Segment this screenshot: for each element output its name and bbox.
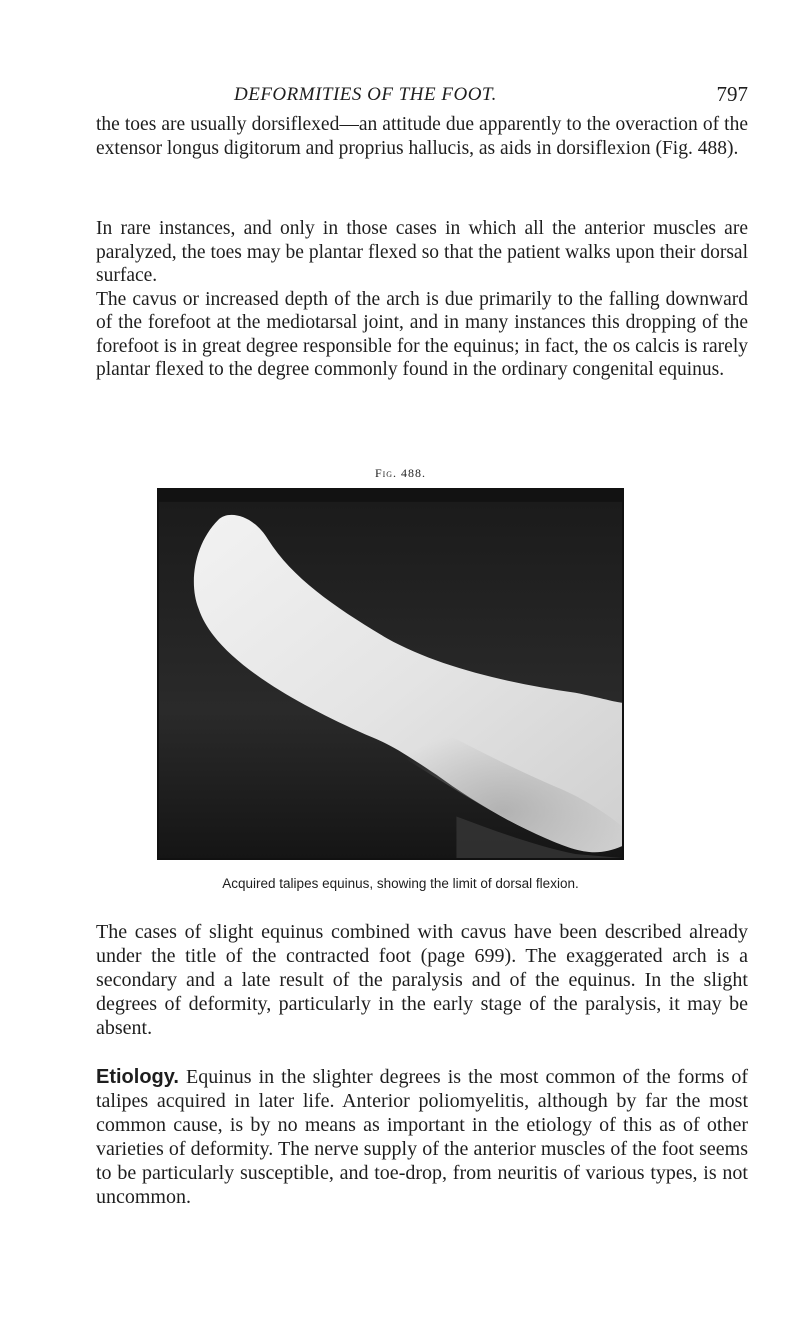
paragraph-etiology — [96, 1065, 748, 1209]
figure-caption: Acquired talipes equinus, showing the limit of dorsal flexion. — [222, 876, 579, 891]
paragraph-cavus — [96, 288, 748, 382]
etiology-heading: Etiology. — [96, 1066, 179, 1088]
paragraph-slight-equinus: The cases of slight equinus combined with cavus have been described already under the title of the contracted foot (page 699). The exaggerated arch is a secondary and a late result of the paralysis and of the equinus. In the slight degrees of deformity, particularly in the early stage of the paralysis, it may be absent. — [96, 921, 748, 1039]
figure-label: Fig. 488. — [374, 466, 427, 480]
photo-top-edge — [159, 490, 622, 502]
running-head — [96, 84, 748, 114]
paragraph-cavus-text: The cavus or increased depth of the arch is due primarily to the falling downward of the forefoot at the mediotarsal joint, and in many instances this dropping of the forefoot is in great degree responsible for the equinus; in fact, the os calcis is rarely plantar flexed to the degree commonly found in the ordinary congenital equinus. — [96, 288, 748, 380]
running-title: DEFORMITIES OF THE FOOT. — [234, 84, 497, 105]
etiology-text: Equinus in the slighter degrees is the most common of the forms of talipes acquired in later life. Anterior poliomyelitis, although by far the most common cause, is by no means as important in the etiology of this as of other varieties of deformity. The nerve supply of the anterior muscles of the foot seems to be particularly susceptible, and toe-drop, from neuritis of various types, is not uncommon. — [96, 1066, 749, 1208]
paragraph-plantar-flexed-text: In rare instances, and only in those cases in which all the anterior muscles are paralyzed, the toes may be plantar flexed so that the patient walks upon their dorsal surface. — [96, 218, 748, 286]
paragraph-plantar-flexed — [96, 217, 748, 288]
paragraph-block-cavus — [96, 217, 748, 382]
foot-photo-illustration — [159, 490, 622, 858]
page-number: 797 — [716, 82, 748, 106]
figure-photograph — [157, 488, 624, 860]
paragraph-toes-dorsiflexed: the toes are usually dorsiflexed—an attitude due apparently to the overaction of the extensor longus digitorum and proprius hallucis, as aids in dorsiflexion (Fig. 488). — [96, 114, 748, 159]
